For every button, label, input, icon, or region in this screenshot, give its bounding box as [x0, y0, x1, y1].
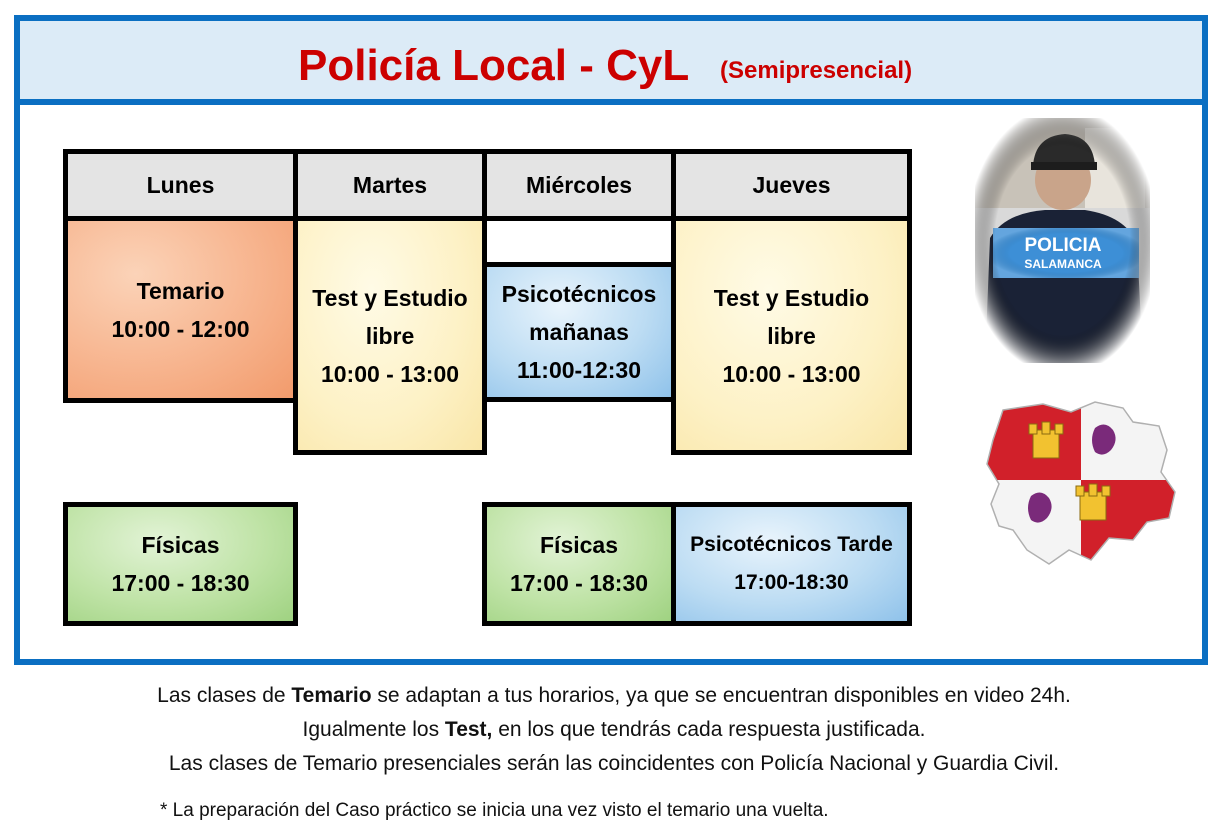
- cell-miercoles-psicotecnicos: [482, 262, 676, 402]
- cell-label: Físicas: [540, 532, 618, 558]
- page-subtitle: (Semipresencial): [720, 57, 913, 84]
- footer-line-3: Las clases de Temario presenciales serán las coincidentes con Policía Nacional y Guardia Civil.: [168, 752, 1060, 775]
- day-header-jueves: Jueves: [671, 149, 912, 221]
- cell-label: Psicotécnicos Tarde: [690, 533, 893, 556]
- cell-jueves-test: [671, 216, 912, 455]
- cell-label: mañanas: [529, 319, 629, 345]
- cell-time: 17:00 - 18:30: [509, 570, 649, 596]
- day-header-martes: Martes: [293, 149, 487, 221]
- cell-label: Psicotécnicos: [501, 281, 657, 307]
- cell-label: Test y Estudio: [312, 284, 468, 311]
- cell-lunes-temario: [63, 216, 298, 403]
- cell-miercoles-empty: [482, 216, 676, 267]
- cell-time: 17:00 - 18:30: [111, 570, 250, 596]
- cell-label: libre: [365, 322, 415, 349]
- footer-line-1: Las clases de Temario se adaptan a tus horarios, ya que se encuentran disponibles en video 24h.: [157, 684, 1071, 707]
- day-header-miercoles: Miércoles: [482, 149, 676, 221]
- cell-time: 10:00 - 13:00: [722, 360, 861, 387]
- cell-label: libre: [767, 322, 816, 349]
- cell-label: Test y Estudio: [713, 284, 870, 311]
- cell-miercoles-fisicas: [482, 502, 676, 626]
- cell-lunes-fisicas: [63, 502, 298, 626]
- cell-jueves-psicotecnicos: [671, 502, 912, 626]
- footnote: * La preparación del Caso práctico se inicia una vez visto el temario una vuelta.: [160, 800, 829, 821]
- police-officer-image: [975, 118, 1150, 363]
- day-header-lunes: Lunes: [63, 149, 298, 221]
- cell-time: 11:00-12:30: [516, 357, 642, 383]
- castilla-leon-map-image: [983, 400, 1179, 568]
- cell-label: Físicas: [141, 532, 220, 558]
- cell-time: 17:00-18:30: [734, 571, 849, 594]
- page-title: Policía Local - CyL: [298, 41, 690, 90]
- title-bar: [20, 21, 1202, 105]
- footer-line-2: Igualmente los Test, en los que tendrás cada respuesta justificada.: [302, 718, 926, 741]
- cell-martes-test: [293, 216, 487, 455]
- cell-label: Temario: [136, 277, 225, 304]
- cell-time: 10:00 - 12:00: [111, 315, 250, 342]
- cell-time: 10:00 - 13:00: [320, 360, 460, 387]
